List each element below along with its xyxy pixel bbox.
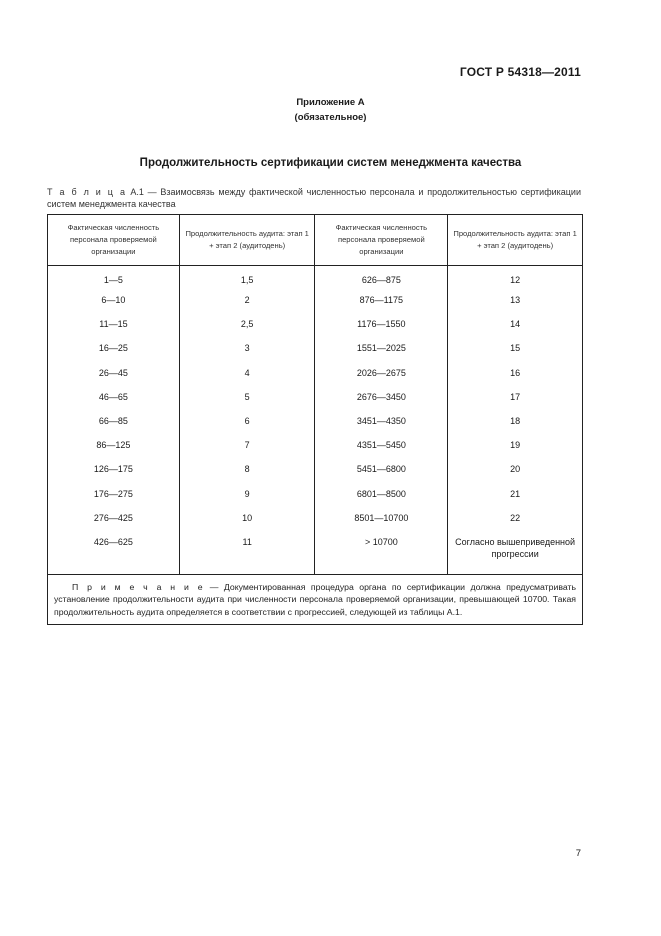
table-cell: 5451—6800 [315, 459, 448, 483]
table-row [48, 508, 583, 532]
section-title: Продолжительность сертификации систем менеджмента качества [139, 157, 522, 169]
table-cell: 1551—2025 [315, 338, 448, 362]
table-cell: 18 [448, 411, 583, 435]
table-cell: 10 [179, 508, 315, 532]
table-cell: 876—1175 [315, 290, 448, 314]
table-caption-text: А.1 — Взаимосвязь между фактической численностью персонала и продолжительностью сертификации систем менеджмента качества [47, 187, 581, 209]
table-row [48, 484, 583, 508]
header-cell-staff-1: Фактическая численность персонала проверяемой организации [48, 215, 180, 266]
table-cell: 7 [179, 435, 315, 459]
table-cell: 9 [179, 484, 315, 508]
table-cell: 6801—8500 [315, 484, 448, 508]
table-cell: 4 [179, 363, 315, 387]
table-caption-prefix: Т а б л и ц а [47, 187, 127, 197]
table-row [48, 363, 583, 387]
table-cell: 1,5 [179, 266, 315, 291]
table-cell: 14 [448, 314, 583, 338]
table-cell: 19 [448, 435, 583, 459]
table-cell: 4351—5450 [315, 435, 448, 459]
table-row [48, 314, 583, 338]
table-note [48, 574, 583, 625]
table-cell: 126—175 [48, 459, 180, 483]
header-cell-staff-2: Фактическая численность персонала проверяемой организации [315, 215, 448, 266]
page-number: 7 [575, 848, 581, 859]
table-caption [47, 186, 581, 210]
table-cell: 17 [448, 387, 583, 411]
table-cell: 22 [448, 508, 583, 532]
table-cell: 426—625 [48, 532, 180, 575]
table-cell: Согласно вышеприведенной прогрессии [448, 532, 583, 575]
table-row [48, 435, 583, 459]
table-cell: 66—85 [48, 411, 180, 435]
table-row [48, 290, 583, 314]
table-cell: 2676—3450 [315, 387, 448, 411]
table-cell: 11—15 [48, 314, 180, 338]
annex-heading [0, 95, 661, 125]
table-cell: 6 [179, 411, 315, 435]
audit-duration-table [47, 214, 583, 625]
table-cell: 12 [448, 266, 583, 291]
table-cell: 6—10 [48, 290, 180, 314]
table-cell: 2026—2675 [315, 363, 448, 387]
table-note-text: — Документированная процедура органа по сертификации должна предусматривать установление продолжительности аудита при численности персонала проверяемой организации, превышающей 10700. Такая продолжительность аудита определяется в соответствии с прогрессией, следующей из таблицы А.1. [54, 581, 576, 617]
table-cell: 11 [179, 532, 315, 575]
table-note-lead: П р и м е ч а н и е [72, 581, 205, 592]
table-cell: 86—125 [48, 435, 180, 459]
table-cell: 3 [179, 338, 315, 362]
table-row [48, 266, 583, 291]
table-cell: 15 [448, 338, 583, 362]
table-cell: 5 [179, 387, 315, 411]
document-code: ГОСТ Р 54318—2011 [459, 65, 581, 79]
table-cell: 8501—10700 [315, 508, 448, 532]
table-cell: 1176—1550 [315, 314, 448, 338]
annex-type: (обязательное) [294, 112, 367, 123]
table-cell: 16—25 [48, 338, 180, 362]
table-cell: 1—5 [48, 266, 180, 291]
table-cell: 8 [179, 459, 315, 483]
table-row [48, 459, 583, 483]
annex-label: Приложение А [296, 97, 365, 108]
table-cell: 21 [448, 484, 583, 508]
header-cell-duration-2: Продолжительность аудита: этап 1 + этап 2 (аудитодень) [448, 215, 583, 266]
table-cell: 2,5 [179, 314, 315, 338]
table-note-row [48, 574, 583, 625]
table-cell: > 10700 [315, 532, 448, 575]
table-cell: 13 [448, 290, 583, 314]
table-header-row [48, 215, 583, 266]
table-cell: 46—65 [48, 387, 180, 411]
table-cell: 176—275 [48, 484, 180, 508]
table-cell: 2 [179, 290, 315, 314]
table-cell: 20 [448, 459, 583, 483]
table-row [48, 387, 583, 411]
table-cell: 16 [448, 363, 583, 387]
header-cell-duration-1: Продолжительность аудита: этап 1 + этап 2 (аудитодень) [179, 215, 315, 266]
table-row [48, 411, 583, 435]
table-cell: 3451—4350 [315, 411, 448, 435]
table-cell: 626—875 [315, 266, 448, 291]
table-cell: 26—45 [48, 363, 180, 387]
table-cell: 276—425 [48, 508, 180, 532]
table-row [48, 338, 583, 362]
table-row [48, 532, 583, 575]
